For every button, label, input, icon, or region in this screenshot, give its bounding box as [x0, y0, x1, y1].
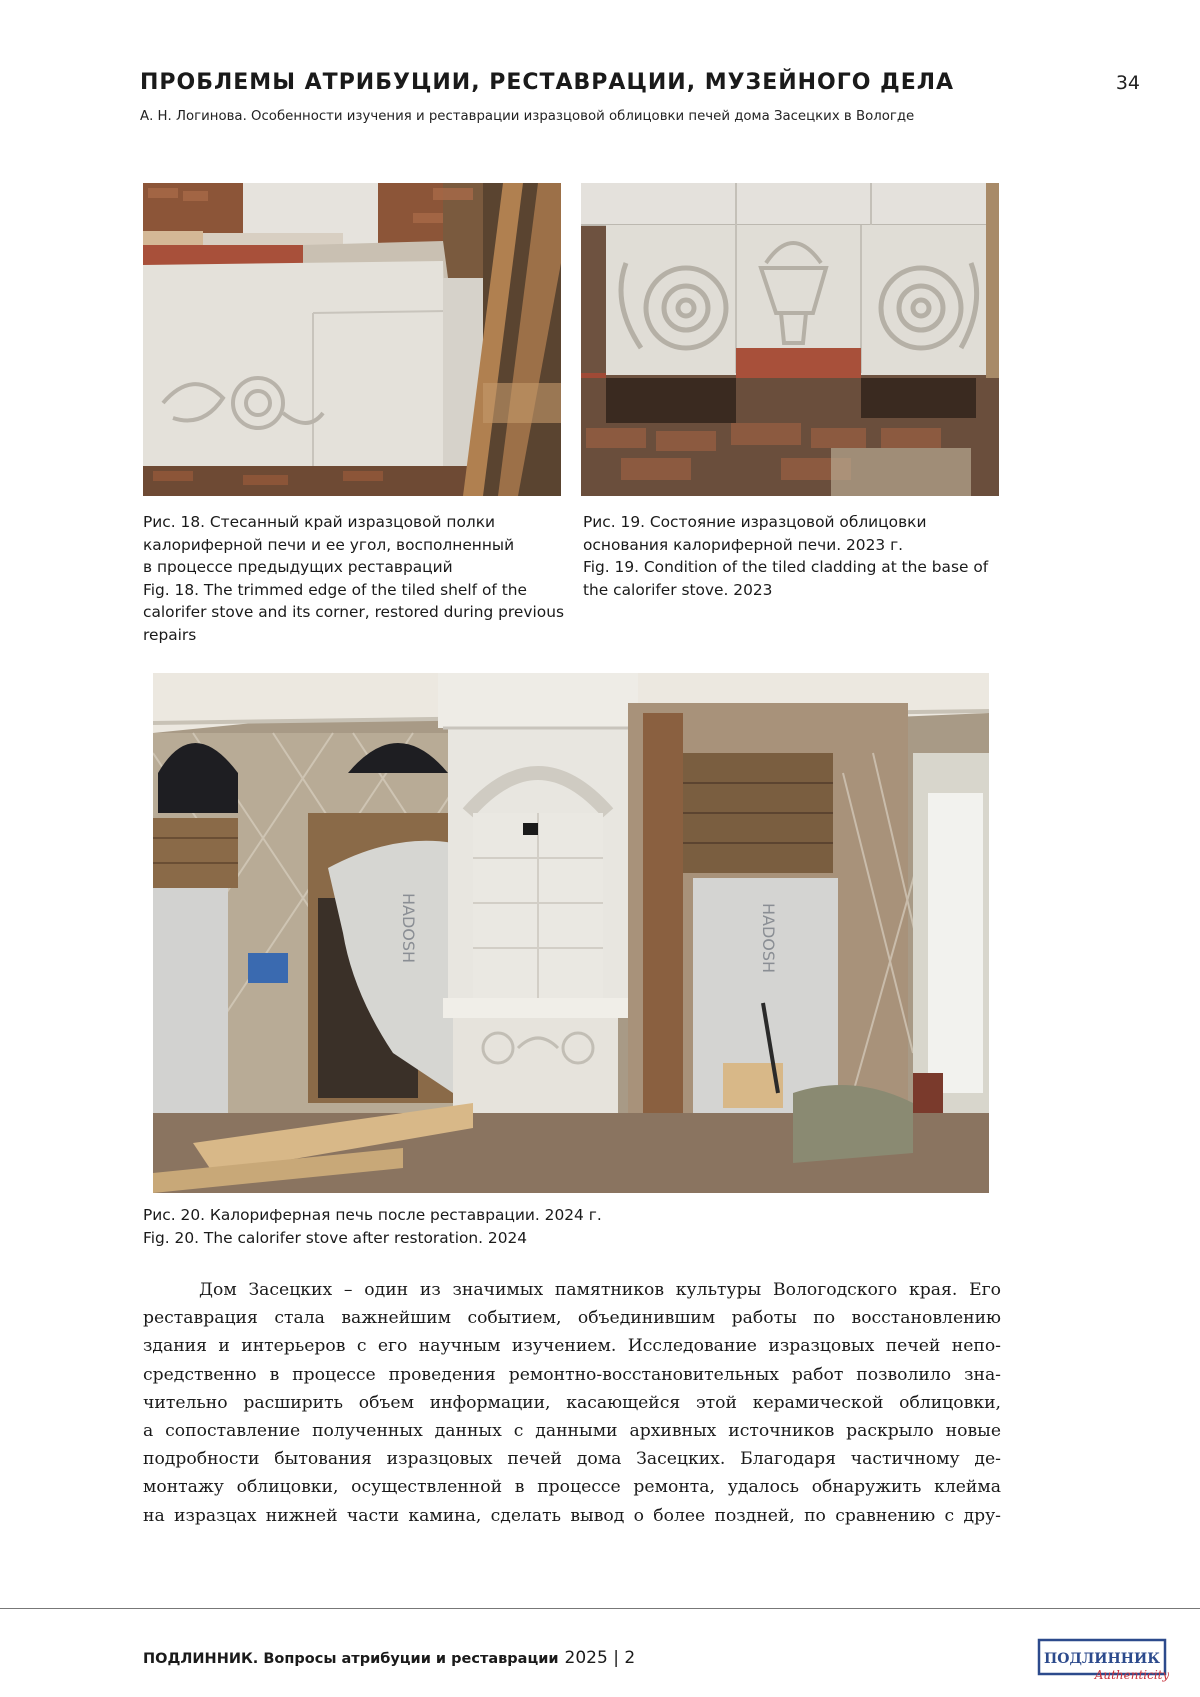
- figure-20-photo: [153, 673, 989, 1193]
- body-line: средственно в процессе проведения ремонтно-восстановительных работ позволило зна-: [143, 1364, 1001, 1385]
- footer-divider: [0, 1608, 1200, 1609]
- body-line: Дом Засецких – один из значимых памятников культуры Вологодского края. Его: [199, 1280, 1001, 1300]
- logo-text: ПОДЛИННИК: [1044, 1651, 1160, 1667]
- logo-script: Authenticity: [1094, 1668, 1169, 1682]
- body-line: подробности бытования изразцовых печей дома Засецких. Благодаря частичному де-: [143, 1449, 1001, 1470]
- wrap-text-left: HADOSH: [399, 893, 418, 964]
- journal-subtitle: Вопросы атрибуции и реставрации: [258, 1651, 559, 1667]
- caption-line: repairs: [143, 625, 197, 644]
- page-number: 34: [1115, 72, 1140, 94]
- caption-line: Fig. 18. The trimmed edge of the tiled shelf of the: [143, 580, 527, 599]
- running-head: А. Н. Логинова. Особенности изучения и реставрации изразцовой облицовки печей дома Засецких в Вологде: [140, 109, 915, 124]
- body-line: чительно расширить объем информации, касающейся этой керамической облицовки,: [143, 1392, 1001, 1413]
- section-title: ПРОБЛЕМЫ АТРИБУЦИИ, РЕСТАВРАЦИИ, МУЗЕЙНОГО ДЕЛА: [140, 70, 955, 95]
- caption-line: Рис. 18. Стесанный край изразцовой полки: [143, 513, 495, 531]
- wrap-text-right: HADOSH: [759, 903, 778, 974]
- figure-18-caption: [143, 511, 564, 646]
- footer-journal: [143, 1648, 635, 1668]
- caption-line: в процессе предыдущих реставраций: [143, 558, 453, 576]
- caption-line: Рис. 20. Калориферная печь после реставрации. 2024 г.: [143, 1206, 602, 1224]
- caption-line: калориферной печи и ее угол, восполненный: [143, 535, 515, 554]
- figure-19-caption: [583, 511, 988, 601]
- figure-20-caption: [143, 1204, 602, 1249]
- figure-19-photo: [581, 183, 999, 496]
- body-line: реставрация стала важнейшим событием, объединившим работы по восстановлению: [143, 1308, 1001, 1329]
- caption-line: calorifer stove and its corner, restored during previous: [143, 603, 564, 621]
- caption-line: Рис. 19. Состояние изразцовой облицовки: [583, 513, 927, 531]
- journal-name: ПОДЛИННИК.: [143, 1651, 259, 1667]
- body-line: на изразцах нижней части камина, сделать вывод о более поздней, по сравнению с дру-: [143, 1505, 1001, 1526]
- caption-line: the calorifer stove. 2023: [583, 580, 773, 599]
- body-line: здания и интерьеров с его научным изучением. Исследование изразцовых печей непо-: [143, 1336, 1001, 1357]
- figure-18-photo: [143, 183, 561, 496]
- caption-line: Fig. 19. Condition of the tiled cladding at the base of: [583, 558, 989, 576]
- journal-issue: 2025 | 2: [564, 1648, 636, 1668]
- journal-logo: [1037, 1632, 1169, 1684]
- caption-line: Fig. 20. The calorifer stove after restoration. 2024: [143, 1228, 528, 1247]
- body-line: монтажу облицовки, осуществленной в процессе ремонта, удалось обнаружить клейма: [143, 1477, 1001, 1498]
- body-paragraph: [143, 1276, 1001, 1530]
- body-line: а сопоставление полученных данных с данными архивных источников раскрыло новые: [143, 1421, 1001, 1442]
- caption-line: основания калориферной печи. 2023 г.: [583, 535, 904, 554]
